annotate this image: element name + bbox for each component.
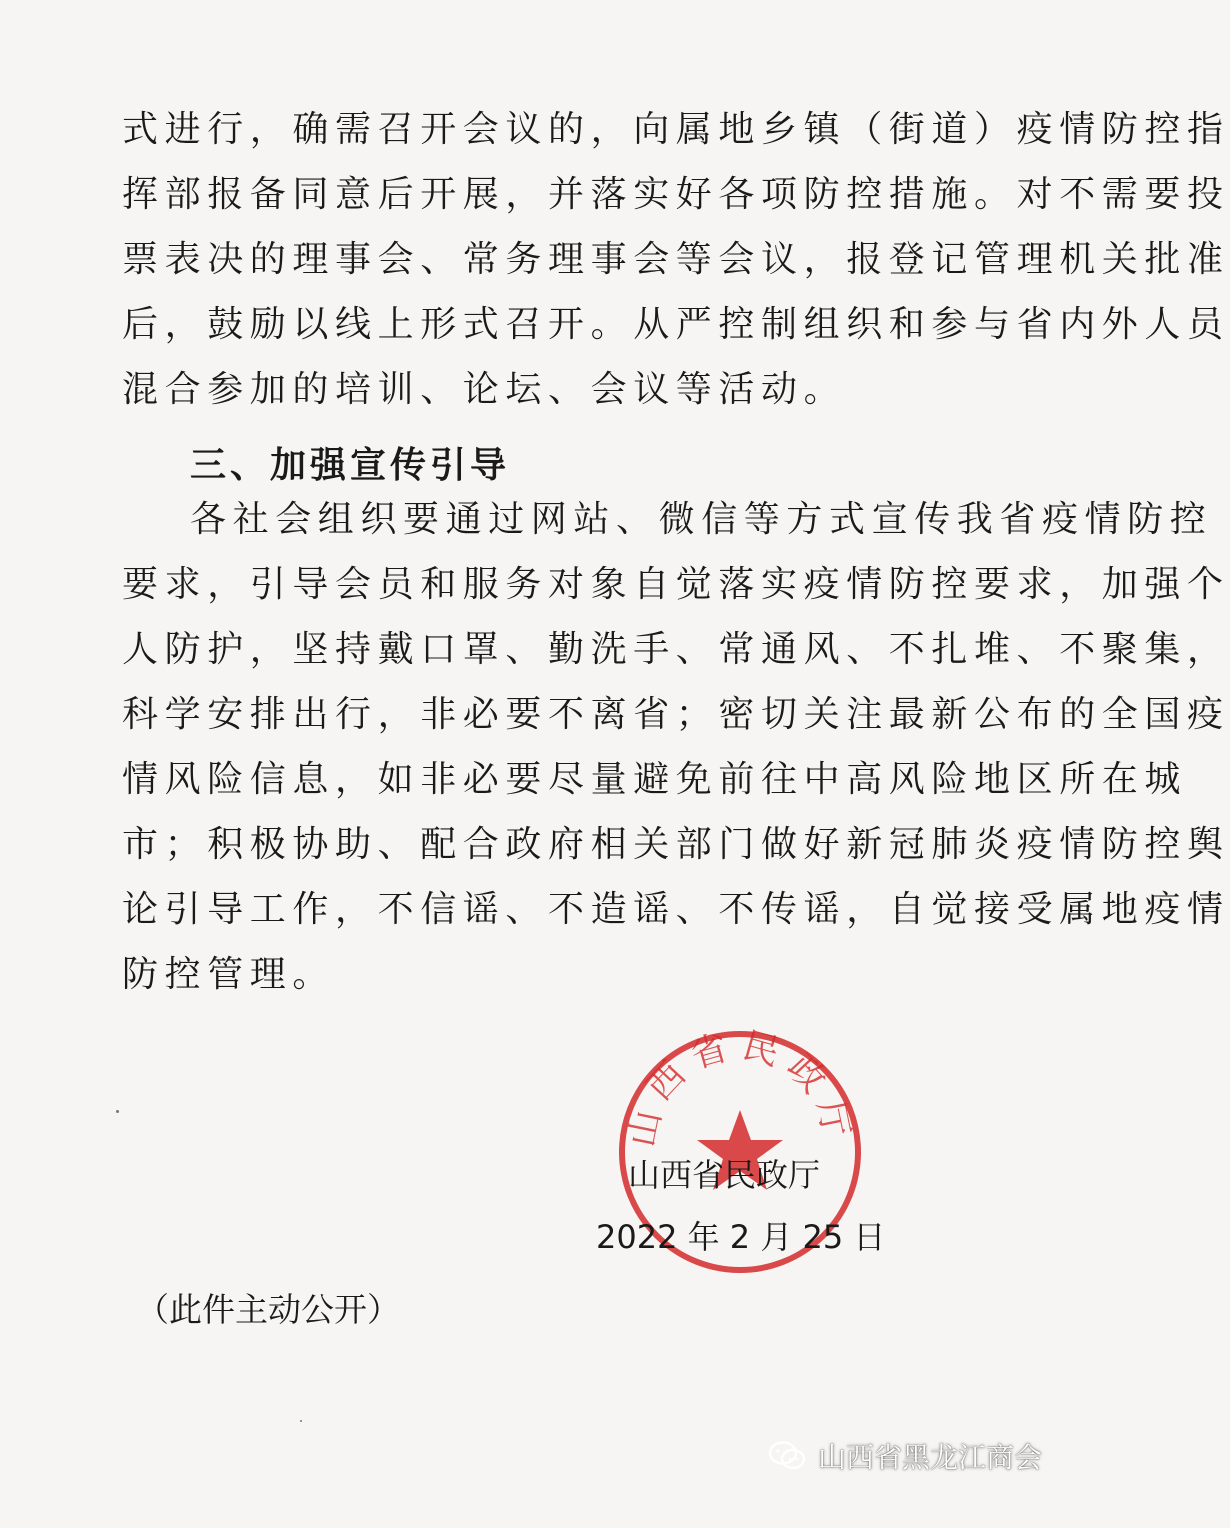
paragraph-line: 挥部报备同意后开展，并落实好各项防控措施。对不需要投: [122, 174, 1230, 215]
paragraph-line: 人防护，坚持戴口罩、勤洗手、常通风、不扎堆、不聚集，: [122, 629, 1230, 670]
seal-text: 山西省民政厅: [621, 1024, 859, 1151]
wechat-icon: [768, 1440, 808, 1472]
paragraph-line: 各社会组织要通过网站、微信等方式宣传我省疫情防控: [190, 499, 1213, 540]
paragraph-line: 混合参加的培训、论坛、会议等活动。: [122, 369, 847, 410]
disclosure-note: （此件主动公开）: [136, 1290, 400, 1329]
scan-speck: [116, 1110, 119, 1113]
paragraph-line: 论引导工作，不信谣、不造谣、不传谣，自觉接受属地疫情: [122, 889, 1230, 930]
paragraph-line: 要求，引导会员和服务对象自觉落实疫情防控要求，加强个: [122, 564, 1230, 605]
paragraph-line: 式进行，确需召开会议的，向属地乡镇（街道）疫情防控指: [122, 109, 1230, 150]
paragraph-line: 科学安排出行，非必要不离省；密切关注最新公布的全国疫: [122, 694, 1230, 735]
signature-date: 2022 年 2 月 25 日: [596, 1218, 886, 1256]
paragraph-line: 市；积极协助、配合政府相关部门做好新冠肺炎疫情防控舆: [122, 824, 1230, 865]
paragraph-line: 后，鼓励以线上形式召开。从严控制组织和参与省内外人员: [122, 304, 1230, 345]
signature-org: 山西省民政厅: [628, 1156, 821, 1194]
section-heading: 三、加强宣传引导: [190, 444, 511, 486]
watermark-text: 山西省黑龙江商会: [817, 1441, 1042, 1474]
scan-speck: [300, 1420, 302, 1422]
account-watermark: [768, 1434, 1042, 1478]
paragraph-line: 防控管理。: [122, 954, 336, 995]
paragraph-line: 情风险信息，如非必要尽量避免前往中高风险地区所在城: [122, 759, 1188, 800]
paragraph-line: 票表决的理事会、常务理事会等会议，报登记管理机关批准: [122, 239, 1230, 280]
